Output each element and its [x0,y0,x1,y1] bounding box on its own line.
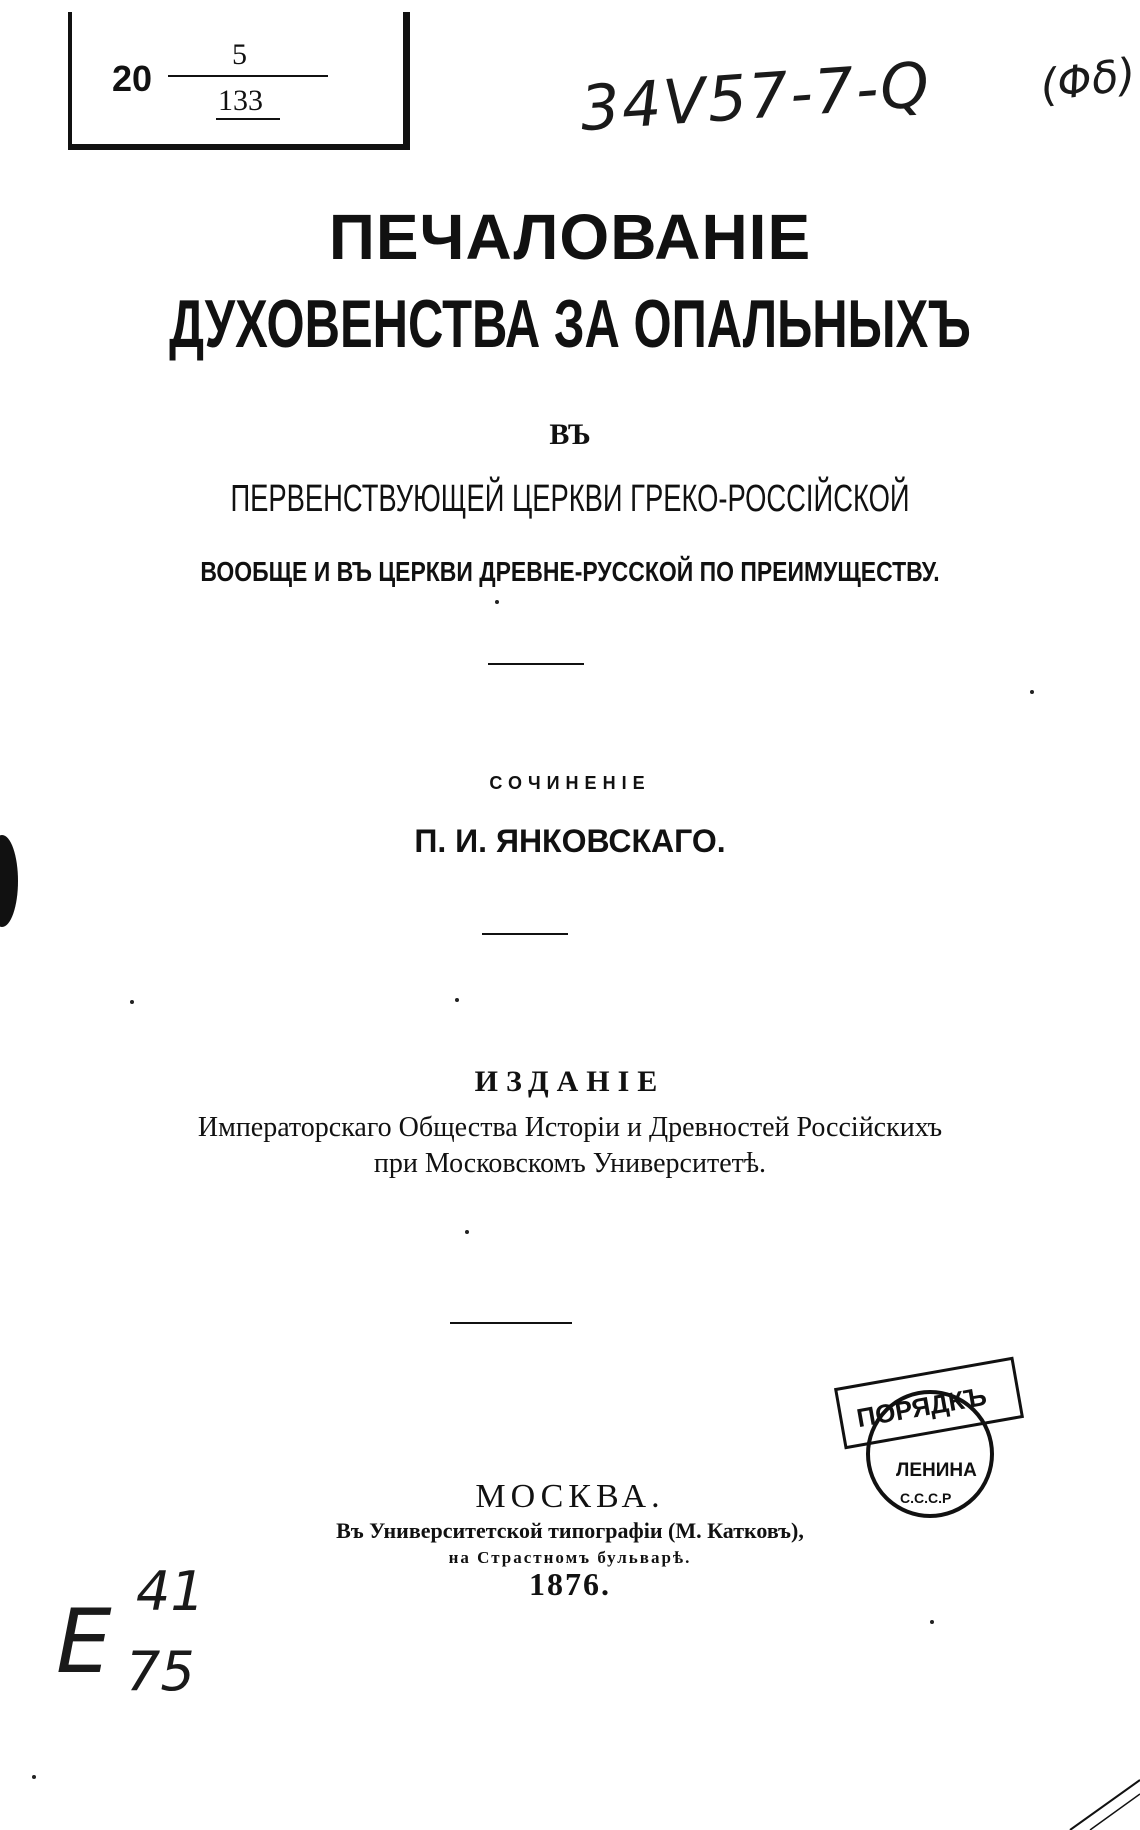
publisher-line-2: при Московскомъ Университетѣ. [373,1148,767,1179]
imprint-address: на Страстномъ бульварѣ. [448,1548,692,1567]
author-name: П. И. ЯНКОВСКАГО. [414,823,726,859]
handwritten-catalog-number: 34V57-7-Q [577,47,934,146]
divider-rule [488,663,584,665]
title-line-1: ПЕЧАЛОВАНIЕ [328,201,812,273]
publisher-label: ИЗДАНIЕ [474,1065,666,1098]
page-corner-curl [1060,1772,1140,1830]
stamp-text: ПОРЯДКЪ [854,1380,989,1434]
stamp-text: ЛЕНИНА [896,1460,977,1481]
title-line-5: ВООБЩЕ И ВЪ ЦЕРКВИ ДРЕВНЕ-РУССКОЙ ПО ПРЕИМУЩЕСТВУ. [200,556,940,587]
shelf-label-numerator: 5 [232,38,247,71]
handwritten-shelf-bottom: 75 [126,1640,195,1703]
ink-speck [130,1000,134,1004]
stamp-text: С.С.С.Р [900,1490,952,1506]
ink-speck [455,998,459,1002]
shelf-label-denominator: 133 [218,84,263,117]
imprint-city: МОСКВА. [475,1478,665,1515]
divider-rule [482,933,568,935]
title-line-3: ВЪ [549,418,591,451]
ink-speck [495,600,499,604]
imprint-year: 1876. [529,1566,611,1602]
handwritten-corner-mark: (Φδ) [1036,48,1139,113]
ink-speck [32,1775,36,1779]
divider-rule [450,1322,572,1324]
shelf-label-fraction-rule [216,118,280,120]
imprint-press: Въ Университетской типографіи (М. Катковъ), [336,1518,804,1543]
shelf-label-dash [168,75,328,77]
handwritten-shelf-letter: E [56,1590,112,1693]
title-line-2: ДУХОВЕНСТВА ЗА ОПАЛЬНЫХЪ [169,286,971,362]
library-stamp [838,1372,1028,1542]
ink-speck [1030,690,1034,694]
publisher-line-1: Императорскаго Общества Исторіи и Древностей Россійскихъ [197,1112,943,1143]
title-line-4: ПЕРВЕНСТВУЮЩЕЙ ЦЕРКВИ ГРЕКО-РОССIЙСКОЙ [230,478,910,520]
ink-speck [465,1230,469,1234]
ink-speck [930,1620,934,1624]
shelf-label-main: 20 [112,58,153,99]
handwritten-shelf-top: 41 [136,1560,205,1623]
author-label: СОЧИНЕНIЕ [489,773,651,793]
